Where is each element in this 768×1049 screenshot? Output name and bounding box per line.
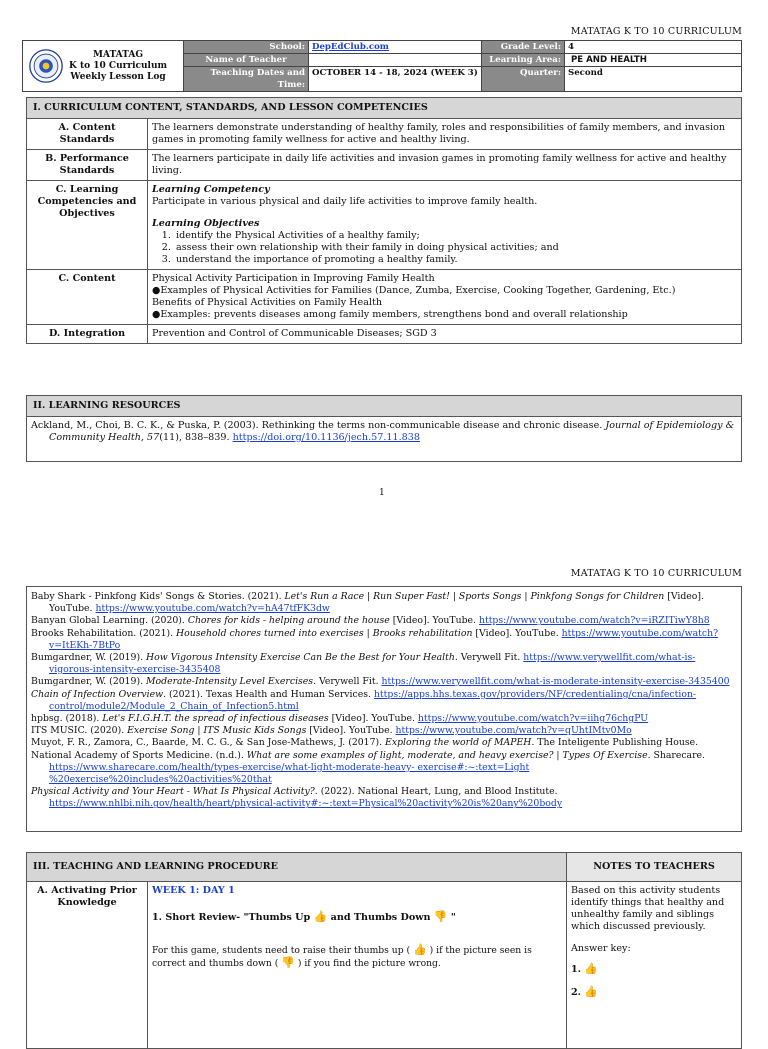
page-number: 1: [379, 488, 385, 498]
school-label: School:: [184, 41, 309, 54]
reference-entry: National Academy of Sports Medicine. (n.d.). What are some examples of light, moderate, and heavy exercise? | Types Of Exercise. Sharecare. https://www.sharecare.com/health/types-exercise/what-light-moderate-heavy- exercise#:~:text=Light %20exercise%20includes%20activities%20that: [31, 749, 705, 786]
reference-link[interactable]: https://www.nhlbi.nih.gov/health/heart/physical-activity#:~:text=Physical%20activity%20is%20any%20body: [49, 798, 563, 810]
game-instructions: For this game, students need to raise their thumbs up ( 👍 ) if the picture seen is correct and thumbs down ( 👎 ) if you find the picture wrong.: [152, 943, 532, 969]
notes-text: Based on this activity students identify things that healthy and unhealthy family and siblings which discussed previously.: [571, 885, 725, 932]
objectives-list: [152, 230, 737, 266]
references-box: [26, 586, 742, 832]
content-line: Benefits of Physical Activities on Family Health: [152, 297, 383, 308]
week-label: WEEK 1: DAY 1: [152, 885, 235, 896]
school-link[interactable]: DepEdClub.com: [312, 42, 389, 52]
thumbs-down-icon: 👎: [281, 956, 295, 969]
reference-entry: Baby Shark - Pinkfong Kids' Songs & Stories. (2021). Let's Run a Race | Run Super Fast! | Sports Songs | Pinkfong Songs for Children [Video]. YouTube. https://www.youtube.com/watch?v=hA47tfFK3dw: [31, 591, 704, 615]
objective-item: 3. understand the importance of promoting a healthy family.: [174, 254, 737, 266]
reference-entry: Bumgardner, W. (2019). Moderate-Intensity Level Exercises. Verywell Fit. https://www.verywellfit.com/what-is-moderate-intensity-exercise-3435400: [31, 676, 730, 688]
answer-item: 1. 👍: [571, 962, 599, 975]
answer-item: 2. 👍: [571, 985, 599, 998]
dates-value: OCTOBER 14 - 18, 2024 (WEEK 3): [309, 67, 482, 92]
teacher-value: [309, 54, 482, 67]
content-cell: [148, 270, 742, 325]
thumbs-up-icon: 👍: [584, 962, 599, 975]
reference-link[interactable]: https://www.youtube.com/watch?v=ItEKh-7BtPo: [49, 627, 719, 651]
reference-entry: Muyot, F. R., Zamora, C., Baarde, M. C. G., & San Jose-Mathews, J. (2017). Exploring the world of MAPEH. The Inteligente Publishing House.: [31, 737, 699, 749]
reference-entry: Physical Activity and Your Heart - What Is Physical Activity?. (2022). National Heart, Lung, and Blood Institute. https://www.nhlbi.nih.gov/health/heart/physical-activity#:~:text=Physical%20activity%20is%20any%20body: [31, 786, 563, 810]
activity-cell: [148, 882, 567, 1049]
reference-entry: Bumgardner, W. (2019). How Vigorous Intensity Exercise Can Be the Best for Your Health. Verywell Fit. https://www.verywellfit.com/what-is- vigorous-intensity-exercise-3435408: [31, 652, 696, 676]
deped-seal-icon: [29, 49, 63, 83]
competencies-label: C. Learning Competencies and Objectives: [27, 181, 148, 270]
section2-title: II. LEARNING RESOURCES: [27, 396, 742, 417]
section3-title: III. TEACHING AND LEARNING PROCEDURE: [27, 853, 567, 882]
thumbs-up-icon: 👍: [584, 985, 599, 998]
reference-entry: ITS MUSIC. (2020). Exercise Song | ITS Music Kids Songs [Video]. YouTube. https://www.youtube.com/watch?v=qUhtIMtv0Mo: [31, 725, 632, 737]
thumbs-up-icon: 👍: [413, 943, 427, 956]
integration-text: Prevention and Control of Communicable Diseases; SGD 3: [148, 325, 742, 344]
content-label: C. Content: [27, 270, 148, 325]
grade-label: Grade Level:: [482, 41, 565, 54]
competency-title: Learning Competency: [152, 184, 270, 195]
school-value: [309, 41, 482, 54]
area-value: PE AND HEALTH: [565, 54, 742, 67]
reference-entry: Ackland, M., Choi, B. C. K., & Puska, P. (2003). Rethinking the terms non-communicable disease and chronic disease. Journal of Epidemiology & Community Health, 57(11), 838–839. https://doi.org/10.1136/jech.57.11.838: [31, 420, 735, 443]
logo-cell: [23, 41, 184, 92]
area-label: Learning Area:: [482, 54, 565, 67]
reference-entry: Banyan Global Learning. (2020). Chores for kids - helping around the house [Video]. YouTube. https://www.youtube.com/watch?v=iRZITiwY8h8: [31, 615, 710, 627]
objective-item: 2. assess their own relationship with their family in doing physical activities; and: [174, 242, 737, 254]
notes-title: NOTES TO TEACHERS: [567, 853, 742, 882]
reference-link[interactable]: https://www.youtube.com/watch?v=iihg76chgPU: [417, 713, 649, 725]
reference-link[interactable]: https://www.youtube.com/watch?v=hA47tfFK3dw: [95, 603, 330, 615]
quarter-value: Second: [565, 67, 742, 92]
content-standards-label: A. Content Standards: [27, 119, 148, 150]
reference-link[interactable]: https://www.youtube.com/watch?v=iRZITiwY8h8: [478, 615, 710, 627]
performance-standards-text: The learners participate in daily life activities and invasion games in promoting family wellness for active and healthy living.: [148, 150, 742, 181]
teacher-label: Name of Teacher: [184, 54, 309, 67]
curriculum-content-table: [26, 97, 742, 344]
answer-key-label: Answer key:: [571, 943, 631, 954]
competencies-cell: [148, 181, 742, 270]
teaching-procedure-table: [26, 852, 742, 1049]
reference-link[interactable]: https://apps.hhs.texas.gov/providers/NF/credentialing/cna/infection-control/module2/Module_2_Chain_of_Infection5.html: [49, 688, 697, 712]
activating-knowledge-label: A. Activating Prior Knowledge: [27, 882, 148, 1049]
thumbs-down-icon: 👎: [433, 910, 448, 923]
reference-entry: hpbsg. (2018). Let's F.I.G.H.T. the spread of infectious diseases [Video]. YouTube. https://www.youtube.com/watch?v=iihg76chgPU: [31, 713, 649, 725]
quarter-label: Quarter:: [482, 67, 565, 92]
integration-label: D. Integration: [27, 325, 148, 344]
content-standards-text: The learners demonstrate understanding of healthy family, roles and responsibilities of family members, and invasion games in promoting family wellness for active and healthy living.: [148, 119, 742, 150]
reference-link[interactable]: https://www.verywellfit.com/what-is-moderate-intensity-exercise-3435400: [381, 676, 730, 688]
content-line: ●Examples: prevents diseases among family members, strengthens bond and overall relationship: [152, 309, 628, 320]
performance-standards-label: B. Performance Standards: [27, 150, 148, 181]
dates-label: Teaching Dates and Time:: [184, 67, 309, 92]
reference-entry: Brooks Rehabilitation. (2021). Household chores turned into exercises | Brooks rehabilitation [Video]. YouTube. https://www.youtube.com/watch?v=ItEKh-7BtPo: [31, 627, 719, 651]
objectives-title: Learning Objectives: [152, 218, 260, 229]
competency-text: Participate in various physical and daily life activities to improve family health.: [152, 196, 538, 207]
reference-link[interactable]: https://www.verywellfit.com/what-is- vigorous-intensity-exercise-3435408: [49, 652, 696, 676]
reference-link[interactable]: https://www.youtube.com/watch?v=qUhtIMtv0Mo: [395, 725, 632, 737]
resource-cell: [27, 417, 742, 462]
objective-item: 1. identify the Physical Activities of a healthy family;: [174, 230, 737, 242]
curriculum-header: MATATAG K TO 10 CURRICULUM: [570, 26, 742, 37]
reference-entry: Chain of Infection Overview. (2021). Texas Health and Human Services. https://apps.hhs.texas.gov/providers/NF/credentialing/cna/infection-control/module2/Module_2_Chain_of_Infection5.html: [31, 688, 697, 712]
grade-value: 4: [565, 41, 742, 54]
content-line: ●Examples of Physical Activities for Families (Dance, Zumba, Exercise, Cooking Together, Gardening, Etc.): [152, 285, 676, 296]
short-review-title: 1. Short Review- "Thumbs Up 👍 and Thumbs Down 👎 ": [152, 910, 456, 923]
reference-link[interactable]: https://doi.org/10.1136/jech.57.11.838: [232, 432, 420, 443]
curriculum-header-page2: MATATAG K TO 10 CURRICULUM: [570, 568, 742, 579]
notes-cell: [567, 882, 742, 1049]
section1-title: I. CURRICULUM CONTENT, STANDARDS, AND LESSON COMPETENCIES: [27, 98, 742, 119]
thumbs-up-icon: 👍: [313, 910, 328, 923]
reference-link[interactable]: https://www.sharecare.com/health/types-exercise/what-light-moderate-heavy- exercise#:~:text=Light %20exercise%20includes%20activities%20that: [49, 761, 530, 786]
info-table: [22, 40, 742, 92]
content-line: Physical Activity Participation in Improving Family Health: [152, 273, 435, 284]
logo-title: MATATAG K to 10 Curriculum Weekly Lesson Log: [69, 49, 168, 82]
learning-resources-table: [26, 395, 742, 462]
